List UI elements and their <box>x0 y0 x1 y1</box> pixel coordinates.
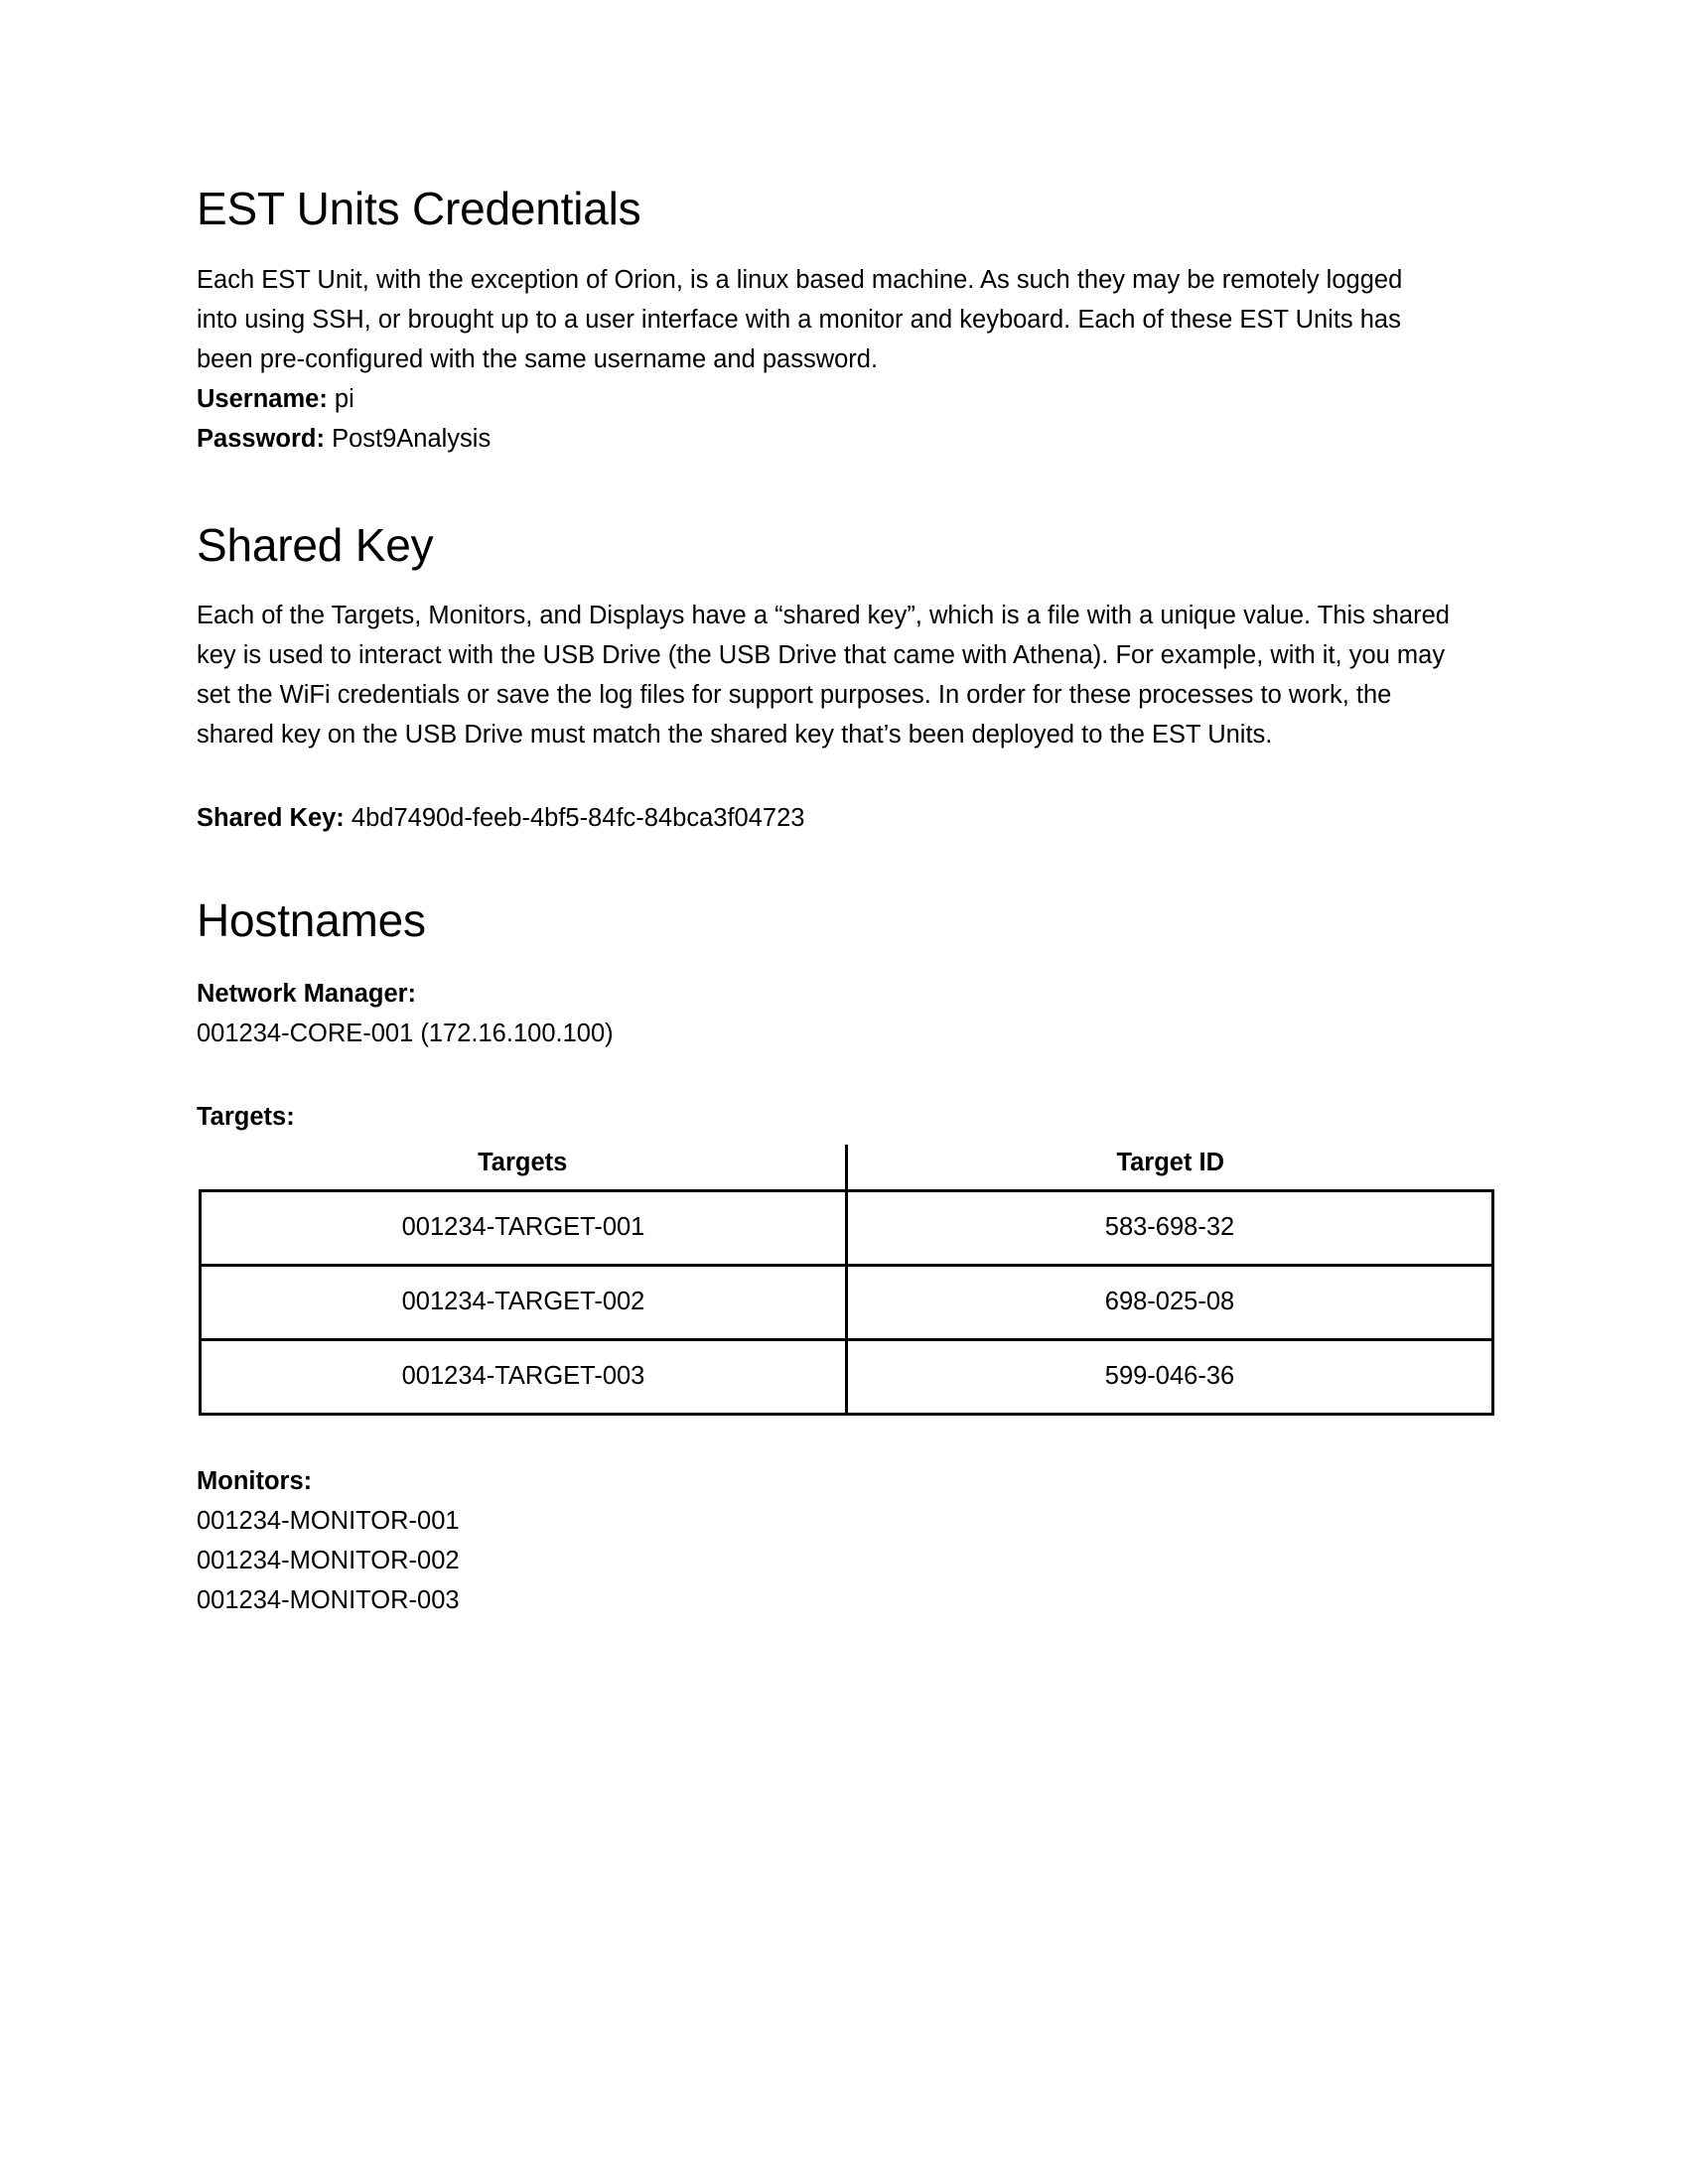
cell-target-name: 001234-TARGET-002 <box>201 1265 847 1339</box>
table-row <box>201 1190 1493 1265</box>
cell-target-id: 599-046-36 <box>847 1339 1493 1414</box>
username-label: Username: <box>197 384 328 413</box>
shared-key-heading: Shared Key <box>197 518 434 571</box>
shared-key-label: Shared Key: <box>197 804 345 833</box>
targets-table-wrapper <box>199 1145 1491 1416</box>
shared-key-value: 4bd7490d-feeb-4bf5-84fc-84bca3f04723 <box>351 804 805 833</box>
monitors-label: Monitors: <box>197 1466 313 1495</box>
targets-label: Targets: <box>197 1102 295 1131</box>
username-line <box>197 379 1487 419</box>
cell-target-name: 001234-TARGET-003 <box>201 1339 847 1414</box>
targets-table-body <box>201 1190 1493 1414</box>
targets-table <box>199 1145 1494 1416</box>
targets-table-head <box>201 1145 1493 1191</box>
column-header-targets: Targets <box>201 1145 847 1191</box>
password-value: Post9Analysis <box>332 424 492 453</box>
password-label: Password: <box>197 424 325 453</box>
cell-target-id: 583-698-32 <box>847 1190 1493 1265</box>
column-header-target-id: Target ID <box>1116 1148 1225 1176</box>
table-header-row <box>201 1145 1493 1191</box>
password-line <box>197 419 1487 459</box>
monitors-block <box>197 1461 1487 1620</box>
shared-key-paragraph: Each of the Targets, Monitors, and Displays have a “shared key”, which is a file with a unique value. This shared key is used to interact with the USB Drive (the USB Drive that came with Athena). For example, with it, you may set the WiFi credentials or save the log files for support purposes. In order for these processes to work, the shared key on the USB Drive must match the shared key that’s been deployed to the EST Units. <box>197 602 1450 750</box>
table-row <box>201 1265 1493 1339</box>
monitor-hostname: 001234-MONITOR-003 <box>197 1585 460 1614</box>
credentials-paragraph: Each EST Unit, with the exception of Orion, is a linux based machine. As such they may be remotely logged into using SSH, or brought up to a user interface with a monitor and keyboard. Each of these EST Units has been pre-configured with the same username and password. <box>197 265 1403 373</box>
document-content <box>197 184 1487 1620</box>
network-manager-value: 001234-CORE-001 (172.16.100.100) <box>197 1019 614 1047</box>
network-manager-label: Network Manager: <box>197 979 417 1008</box>
table-row <box>201 1339 1493 1414</box>
cell-target-name: 001234-TARGET-001 <box>201 1190 847 1265</box>
network-manager-block <box>197 974 1487 1053</box>
shared-key-line <box>197 798 1487 838</box>
cell-target-id: 698-025-08 <box>847 1265 1493 1339</box>
monitor-hostname: 001234-MONITOR-001 <box>197 1506 460 1535</box>
page-title: EST Units Credentials <box>197 183 641 234</box>
username-value: pi <box>334 384 354 413</box>
hostnames-heading: Hostnames <box>197 894 426 947</box>
monitor-hostname: 001234-MONITOR-002 <box>197 1546 460 1574</box>
